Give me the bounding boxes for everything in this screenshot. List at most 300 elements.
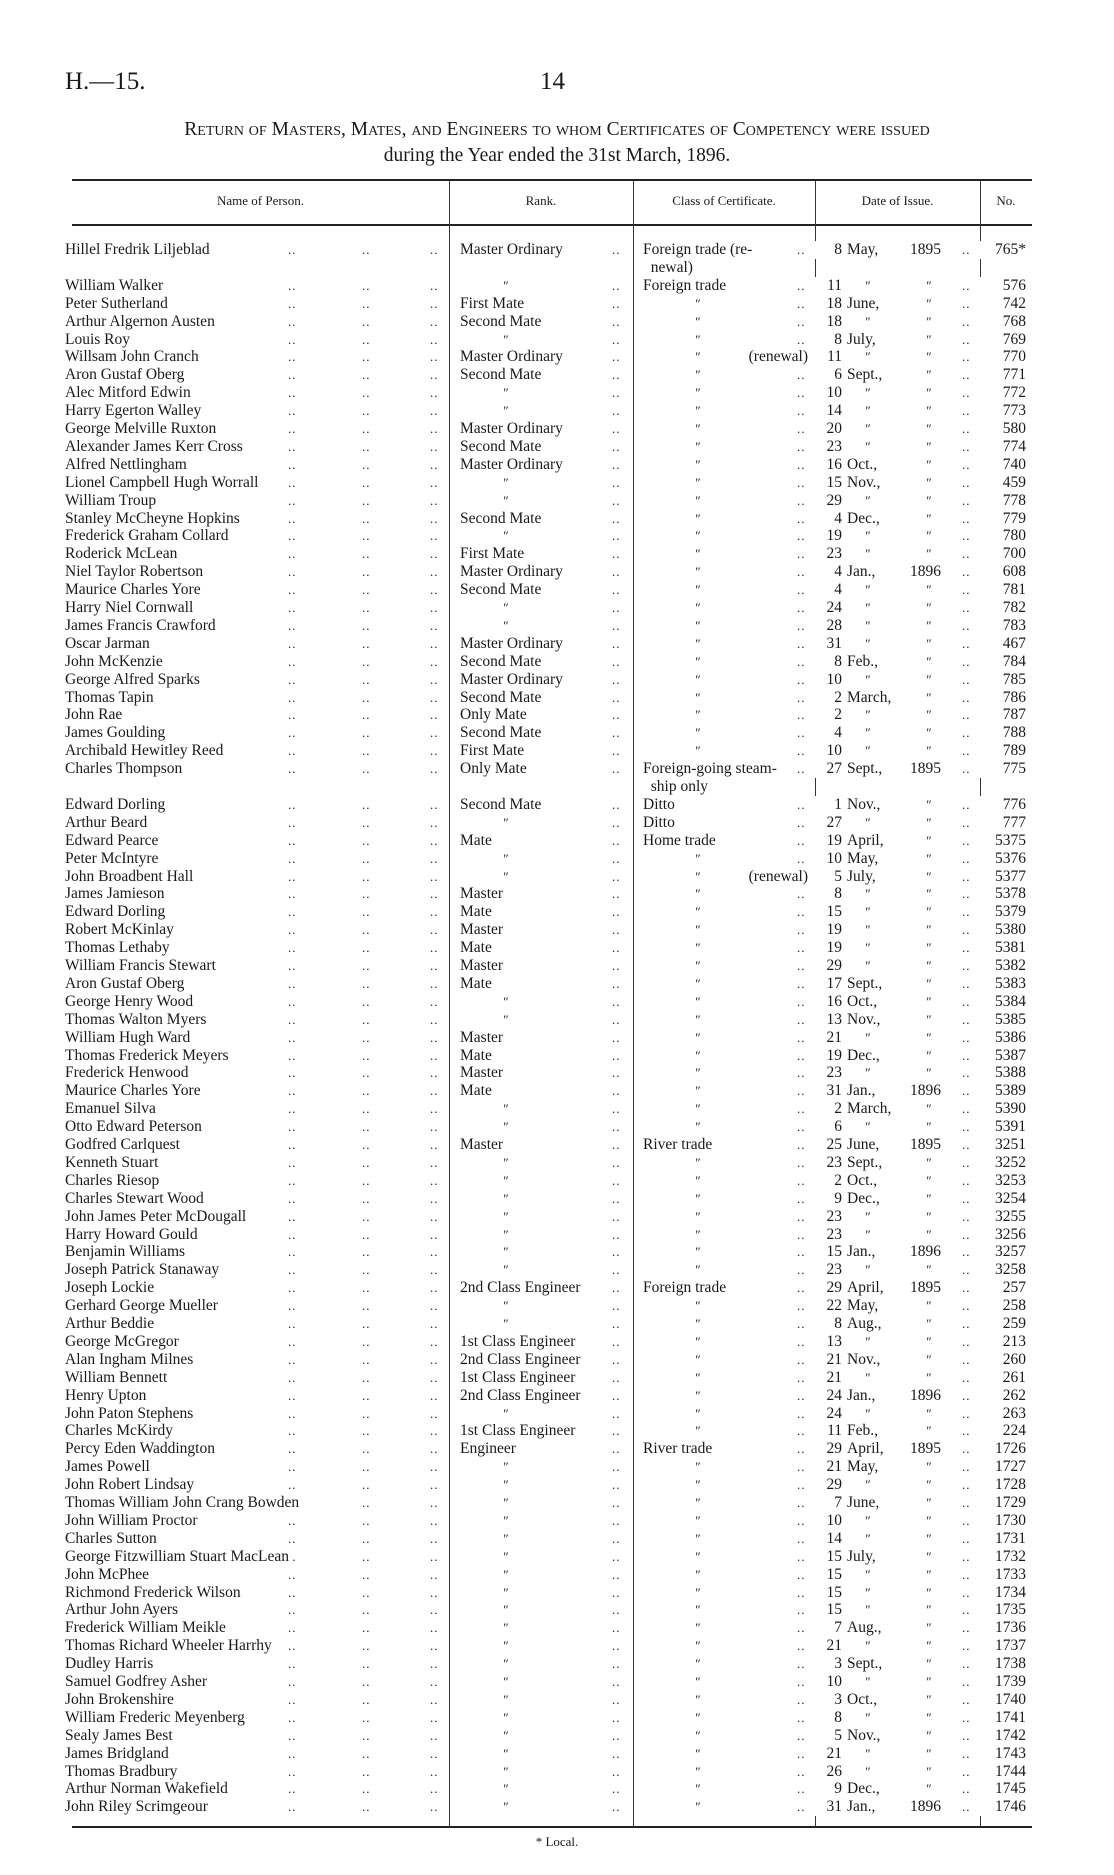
issue-month: Jan., <box>847 1243 878 1261</box>
leader-dots <box>797 313 806 331</box>
rank-ditto: ″ <box>496 402 519 420</box>
leader-dots <box>797 706 806 724</box>
leader-dots <box>430 868 439 886</box>
leader-dots <box>288 1261 297 1279</box>
certificate-number: 769 <box>980 331 1029 349</box>
table-row <box>0 420 1114 438</box>
year-ditto: ″ <box>919 635 942 653</box>
person-name: Peter McIntyre <box>65 850 161 868</box>
month-ditto: ″ <box>858 1369 881 1387</box>
person-name: Frederick William Meikle <box>65 1619 229 1637</box>
certificate-number: 1739 <box>980 1673 1029 1691</box>
leader-dots <box>612 545 621 563</box>
leader-dots <box>612 921 621 939</box>
certificate-class: Ditto <box>643 796 678 814</box>
table-row <box>0 348 1114 366</box>
issue-year: 1896 <box>910 1798 944 1816</box>
year-ditto: ″ <box>919 832 942 850</box>
certificate-number: 1733 <box>980 1566 1029 1584</box>
issue-day: 8 <box>812 331 845 349</box>
leader-dots <box>962 1154 971 1172</box>
year-ditto: ″ <box>919 850 942 868</box>
leader-dots <box>962 1172 971 1190</box>
year-ditto: ″ <box>919 277 942 295</box>
leader-dots <box>362 1208 371 1226</box>
certificate-number: 1734 <box>980 1584 1029 1602</box>
leader-dots <box>288 885 297 903</box>
rank-ditto: ″ <box>496 331 519 349</box>
person-name: John Rae <box>65 706 125 724</box>
person-name: John McPhee <box>65 1566 152 1584</box>
leader-dots <box>612 1512 621 1530</box>
class-ditto: ″ <box>688 885 711 903</box>
rank: Only Mate <box>460 706 530 724</box>
class-ditto: ″ <box>688 1673 711 1691</box>
class-ditto: ″ <box>688 689 711 707</box>
issue-day: 10 <box>812 671 845 689</box>
leader-dots <box>962 456 971 474</box>
leader-dots <box>962 1064 971 1082</box>
leader-dots <box>362 1798 371 1816</box>
year-ditto: ″ <box>919 689 942 707</box>
rank: Second Mate <box>460 510 544 528</box>
leader-dots <box>288 474 297 492</box>
leader-dots <box>362 1172 371 1190</box>
class-ditto: ″ <box>688 492 711 510</box>
leader-dots <box>612 1655 621 1673</box>
leader-dots <box>962 885 971 903</box>
rank-ditto: ″ <box>496 1154 519 1172</box>
leader-dots <box>430 599 439 617</box>
person-name: Lionel Campbell Hugh Worrall <box>65 474 261 492</box>
year-ditto: ″ <box>919 1154 942 1172</box>
certificate-number: 5381 <box>980 939 1029 957</box>
leader-dots <box>430 384 439 402</box>
footnote: * Local. <box>535 1834 579 1849</box>
leader-dots <box>430 1243 439 1261</box>
person-name: John William Proctor <box>65 1512 201 1530</box>
leader-dots <box>430 1208 439 1226</box>
month-ditto: ″ <box>858 599 881 617</box>
leader-dots <box>288 313 297 331</box>
certificate-number: 700 <box>980 545 1029 563</box>
leader-dots <box>962 1584 971 1602</box>
leader-dots <box>962 1494 971 1512</box>
person-name: Charles McKirdy <box>65 1422 176 1440</box>
certificate-number: 5377 <box>980 868 1029 886</box>
certificate-number: 784 <box>980 653 1029 671</box>
issue-day: 5 <box>812 868 845 886</box>
month-ditto: ″ <box>858 277 881 295</box>
leader-dots <box>362 527 371 545</box>
rank-ditto: ″ <box>496 1297 519 1315</box>
leader-dots <box>430 313 439 331</box>
person-name: William Walker <box>65 277 166 295</box>
column-header-name: Name of Person. <box>216 193 304 208</box>
leader-dots <box>962 1601 971 1619</box>
leader-dots <box>288 724 297 742</box>
leader-dots <box>797 456 806 474</box>
year-ditto: ″ <box>919 420 942 438</box>
issue-day: 13 <box>812 1011 845 1029</box>
leader-dots <box>962 1369 971 1387</box>
issue-day: 22 <box>812 1297 845 1315</box>
year-ditto: ″ <box>919 510 942 528</box>
month-ditto: ″ <box>858 1064 881 1082</box>
table-row <box>0 1691 1114 1709</box>
issue-month: Nov., <box>847 474 883 492</box>
class-ditto: ″ <box>688 742 711 760</box>
issue-day: 4 <box>812 563 845 581</box>
issue-month: Jan., <box>847 563 878 581</box>
leader-dots <box>797 742 806 760</box>
month-ditto: ″ <box>858 957 881 975</box>
person-name: Hillel Fredrik Liljeblad <box>65 241 213 259</box>
leader-dots <box>612 1154 621 1172</box>
rank: Mate <box>460 903 495 921</box>
rank-ditto: ″ <box>496 1548 519 1566</box>
issue-month: June, <box>847 295 882 313</box>
table-row <box>0 402 1114 420</box>
month-ditto: ″ <box>858 1601 881 1619</box>
leader-dots <box>362 1548 371 1566</box>
leader-dots <box>797 832 806 850</box>
leader-dots <box>962 1548 971 1566</box>
leader-dots <box>430 1798 439 1816</box>
certificate-number: 3257 <box>980 1243 1029 1261</box>
certificate-number: 1738 <box>980 1655 1029 1673</box>
rank: Mate <box>460 1047 495 1065</box>
rank-ditto: ″ <box>496 814 519 832</box>
leader-dots <box>430 975 439 993</box>
issue-month: June, <box>847 1136 882 1154</box>
leader-dots <box>797 1315 806 1333</box>
leader-dots <box>288 993 297 1011</box>
leader-dots <box>288 331 297 349</box>
leader-dots <box>430 563 439 581</box>
leader-dots <box>362 438 371 456</box>
leader-dots <box>430 903 439 921</box>
leader-dots <box>362 492 371 510</box>
leader-dots <box>962 1387 971 1405</box>
leader-dots <box>288 850 297 868</box>
rank: Master <box>460 885 506 903</box>
person-name: Maurice Charles Yore <box>65 581 204 599</box>
leader-dots <box>362 510 371 528</box>
leader-dots <box>797 1029 806 1047</box>
leader-dots <box>797 1798 806 1816</box>
class-note: (renewal) <box>749 348 811 366</box>
person-name: George McGregor <box>65 1333 182 1351</box>
leader-dots <box>430 1548 439 1566</box>
issue-month: Feb., <box>847 1422 881 1440</box>
table-row <box>0 885 1114 903</box>
leader-dots <box>362 1476 371 1494</box>
leader-dots <box>288 1709 297 1727</box>
rank: Second Mate <box>460 438 544 456</box>
class-ditto: ″ <box>688 1584 711 1602</box>
leader-dots <box>288 366 297 384</box>
table-row <box>0 1226 1114 1244</box>
leader-dots <box>612 384 621 402</box>
leader-dots <box>288 1047 297 1065</box>
leader-dots <box>612 563 621 581</box>
rank-ditto: ″ <box>496 1226 519 1244</box>
leader-dots <box>797 384 806 402</box>
certificate-number: 777 <box>980 814 1029 832</box>
issue-month: Dec., <box>847 1047 883 1065</box>
leader-dots <box>288 1584 297 1602</box>
year-ditto: ″ <box>919 617 942 635</box>
leader-dots <box>362 545 371 563</box>
leader-dots <box>362 1745 371 1763</box>
leader-dots <box>962 1100 971 1118</box>
leader-dots <box>430 1745 439 1763</box>
leader-dots <box>430 939 439 957</box>
leader-dots <box>288 438 297 456</box>
class-ditto: ″ <box>688 1512 711 1530</box>
leader-dots <box>962 1029 971 1047</box>
person-name: Roderick McLean <box>65 545 180 563</box>
table-row <box>0 1619 1114 1637</box>
leader-dots <box>288 1619 297 1637</box>
class-ditto: ″ <box>688 1619 711 1637</box>
rank-ditto: ″ <box>496 474 519 492</box>
leader-dots <box>362 1297 371 1315</box>
leader-dots <box>612 1745 621 1763</box>
header-bottom-rule <box>72 224 1032 226</box>
leader-dots <box>797 885 806 903</box>
month-ditto: ″ <box>858 581 881 599</box>
year-ditto: ″ <box>919 295 942 313</box>
leader-dots <box>612 1136 621 1154</box>
issue-month: April, <box>847 1279 887 1297</box>
issue-day: 15 <box>812 1548 845 1566</box>
year-ditto: ″ <box>919 653 942 671</box>
table-row <box>0 1548 1114 1566</box>
leader-dots <box>612 331 621 349</box>
table-row <box>0 921 1114 939</box>
year-ditto: ″ <box>919 1763 942 1781</box>
leader-dots <box>797 1476 806 1494</box>
certificate-number: 768 <box>980 313 1029 331</box>
leader-dots <box>362 1387 371 1405</box>
certificate-number: 740 <box>980 456 1029 474</box>
year-ditto: ″ <box>919 1637 942 1655</box>
table-row <box>0 527 1114 545</box>
person-name: George Melville Ruxton <box>65 420 219 438</box>
leader-dots <box>962 331 971 349</box>
person-name: Archibald Hewitley Reed <box>65 742 226 760</box>
issue-day: 21 <box>812 1029 845 1047</box>
issue-day: 15 <box>812 903 845 921</box>
certificate-number: 787 <box>980 706 1029 724</box>
year-ditto: ″ <box>919 1709 942 1727</box>
leader-dots <box>430 366 439 384</box>
rank-ditto: ″ <box>496 1691 519 1709</box>
leader-dots <box>430 671 439 689</box>
leader-dots <box>430 885 439 903</box>
leader-dots <box>362 331 371 349</box>
issue-month: Aug., <box>847 1619 884 1637</box>
year-ditto: ″ <box>919 1047 942 1065</box>
table-row <box>0 832 1114 850</box>
certificate-number: 1742 <box>980 1727 1029 1745</box>
leader-dots <box>962 1691 971 1709</box>
leader-dots <box>612 832 621 850</box>
table-row <box>0 1369 1114 1387</box>
person-name: Thomas William John Crang Bowden <box>65 1494 302 1512</box>
year-ditto: ″ <box>919 1673 942 1691</box>
certificate-number: 608 <box>980 563 1029 581</box>
certificate-number: 224 <box>980 1422 1029 1440</box>
leader-dots <box>797 545 806 563</box>
class-ditto: ″ <box>688 510 711 528</box>
table-row <box>0 1440 1114 1458</box>
year-ditto: ″ <box>919 1745 942 1763</box>
issue-day: 23 <box>812 545 845 563</box>
rank: Master Ordinary <box>460 348 566 366</box>
leader-dots <box>362 402 371 420</box>
column-header-date: Date of Issue. <box>861 193 934 208</box>
issue-day: 9 <box>812 1190 845 1208</box>
leader-dots <box>962 903 971 921</box>
table-row <box>0 1154 1114 1172</box>
leader-dots <box>288 1243 297 1261</box>
leader-dots <box>430 510 439 528</box>
year-ditto: ″ <box>919 1458 942 1476</box>
leader-dots <box>797 510 806 528</box>
leader-dots <box>797 850 806 868</box>
leader-dots <box>288 868 297 886</box>
table-row <box>0 1064 1114 1082</box>
leader-dots <box>612 1727 621 1745</box>
year-ditto: ″ <box>919 456 942 474</box>
issue-month: May, <box>847 241 881 259</box>
year-ditto: ″ <box>919 366 942 384</box>
class-ditto: ″ <box>688 581 711 599</box>
leader-dots <box>797 331 806 349</box>
leader-dots <box>797 1530 806 1548</box>
year-ditto: ″ <box>919 474 942 492</box>
certificate-class: Ditto <box>643 814 678 832</box>
rank: Engineer <box>460 1440 519 1458</box>
certificate-number: 3258 <box>980 1261 1029 1279</box>
certificate-number: 3253 <box>980 1172 1029 1190</box>
leader-dots <box>288 402 297 420</box>
issue-month: July, <box>847 1548 879 1566</box>
rank-ditto: ″ <box>496 868 519 886</box>
leader-dots <box>962 1709 971 1727</box>
person-name: John McKenzie <box>65 653 166 671</box>
leader-dots <box>288 510 297 528</box>
leader-dots <box>430 1136 439 1154</box>
leader-dots <box>797 563 806 581</box>
person-name: William Troup <box>65 492 159 510</box>
issue-year: 1896 <box>910 563 944 581</box>
year-ditto: ″ <box>919 1100 942 1118</box>
certificate-number: 1743 <box>980 1745 1029 1763</box>
person-name: Aron Gustaf Oberg <box>65 975 187 993</box>
issue-month: May, <box>847 1297 881 1315</box>
person-name: Arthur Algernon Austen <box>65 313 218 331</box>
leader-dots <box>962 939 971 957</box>
class-ditto: ″ <box>688 1226 711 1244</box>
leader-dots <box>612 295 621 313</box>
leader-dots <box>962 1566 971 1584</box>
issue-day: 10 <box>812 1512 845 1530</box>
certificate-number: 1745 <box>980 1780 1029 1798</box>
page-number: 14 <box>540 68 565 95</box>
leader-dots <box>362 1064 371 1082</box>
table-row <box>0 975 1114 993</box>
leader-dots <box>612 1351 621 1369</box>
rank-ditto: ″ <box>496 1315 519 1333</box>
table-row <box>0 1029 1114 1047</box>
leader-dots <box>288 456 297 474</box>
person-name: Harry Niel Cornwall <box>65 599 196 617</box>
leader-dots <box>962 1619 971 1637</box>
issue-month: Nov., <box>847 1727 883 1745</box>
leader-dots <box>612 1548 621 1566</box>
leader-dots <box>288 1780 297 1798</box>
leader-dots <box>430 331 439 349</box>
leader-dots <box>288 1440 297 1458</box>
rank-ditto: ″ <box>496 492 519 510</box>
class-ditto: ″ <box>688 545 711 563</box>
leader-dots <box>962 993 971 1011</box>
leader-dots <box>962 671 971 689</box>
leader-dots <box>430 348 439 366</box>
person-name: Henry Upton <box>65 1387 149 1405</box>
leader-dots <box>362 1279 371 1297</box>
year-ditto: ″ <box>919 1530 942 1548</box>
leader-dots <box>962 581 971 599</box>
issue-month: April, <box>847 832 887 850</box>
class-ditto: ″ <box>688 1745 711 1763</box>
issue-day: 8 <box>812 1315 845 1333</box>
year-ditto: ″ <box>919 1691 942 1709</box>
leader-dots <box>288 1333 297 1351</box>
certificate-number: 1730 <box>980 1512 1029 1530</box>
leader-dots <box>430 1118 439 1136</box>
issue-day: 15 <box>812 1584 845 1602</box>
class-ditto: ″ <box>688 635 711 653</box>
year-ditto: ″ <box>919 331 942 349</box>
issue-day: 19 <box>812 527 845 545</box>
leader-dots <box>612 1422 621 1440</box>
month-ditto: ″ <box>858 1763 881 1781</box>
person-name: Oscar Jarman <box>65 635 153 653</box>
leader-dots <box>962 384 971 402</box>
leader-dots <box>430 760 439 778</box>
leader-dots <box>962 617 971 635</box>
certificate-number: 1731 <box>980 1530 1029 1548</box>
class-ditto: ″ <box>688 1763 711 1781</box>
month-ditto: ″ <box>858 1584 881 1602</box>
year-ditto: ″ <box>919 1405 942 1423</box>
leader-dots <box>962 1190 971 1208</box>
certificate-number: 780 <box>980 527 1029 545</box>
leader-dots <box>362 671 371 689</box>
leader-dots <box>430 474 439 492</box>
certificate-number: 776 <box>980 796 1029 814</box>
rank: Master Ordinary <box>460 456 566 474</box>
certificate-number: 1746 <box>980 1798 1029 1816</box>
rank: 1st Class Engineer <box>460 1333 578 1351</box>
leader-dots <box>362 975 371 993</box>
class-ditto: ″ <box>688 1333 711 1351</box>
